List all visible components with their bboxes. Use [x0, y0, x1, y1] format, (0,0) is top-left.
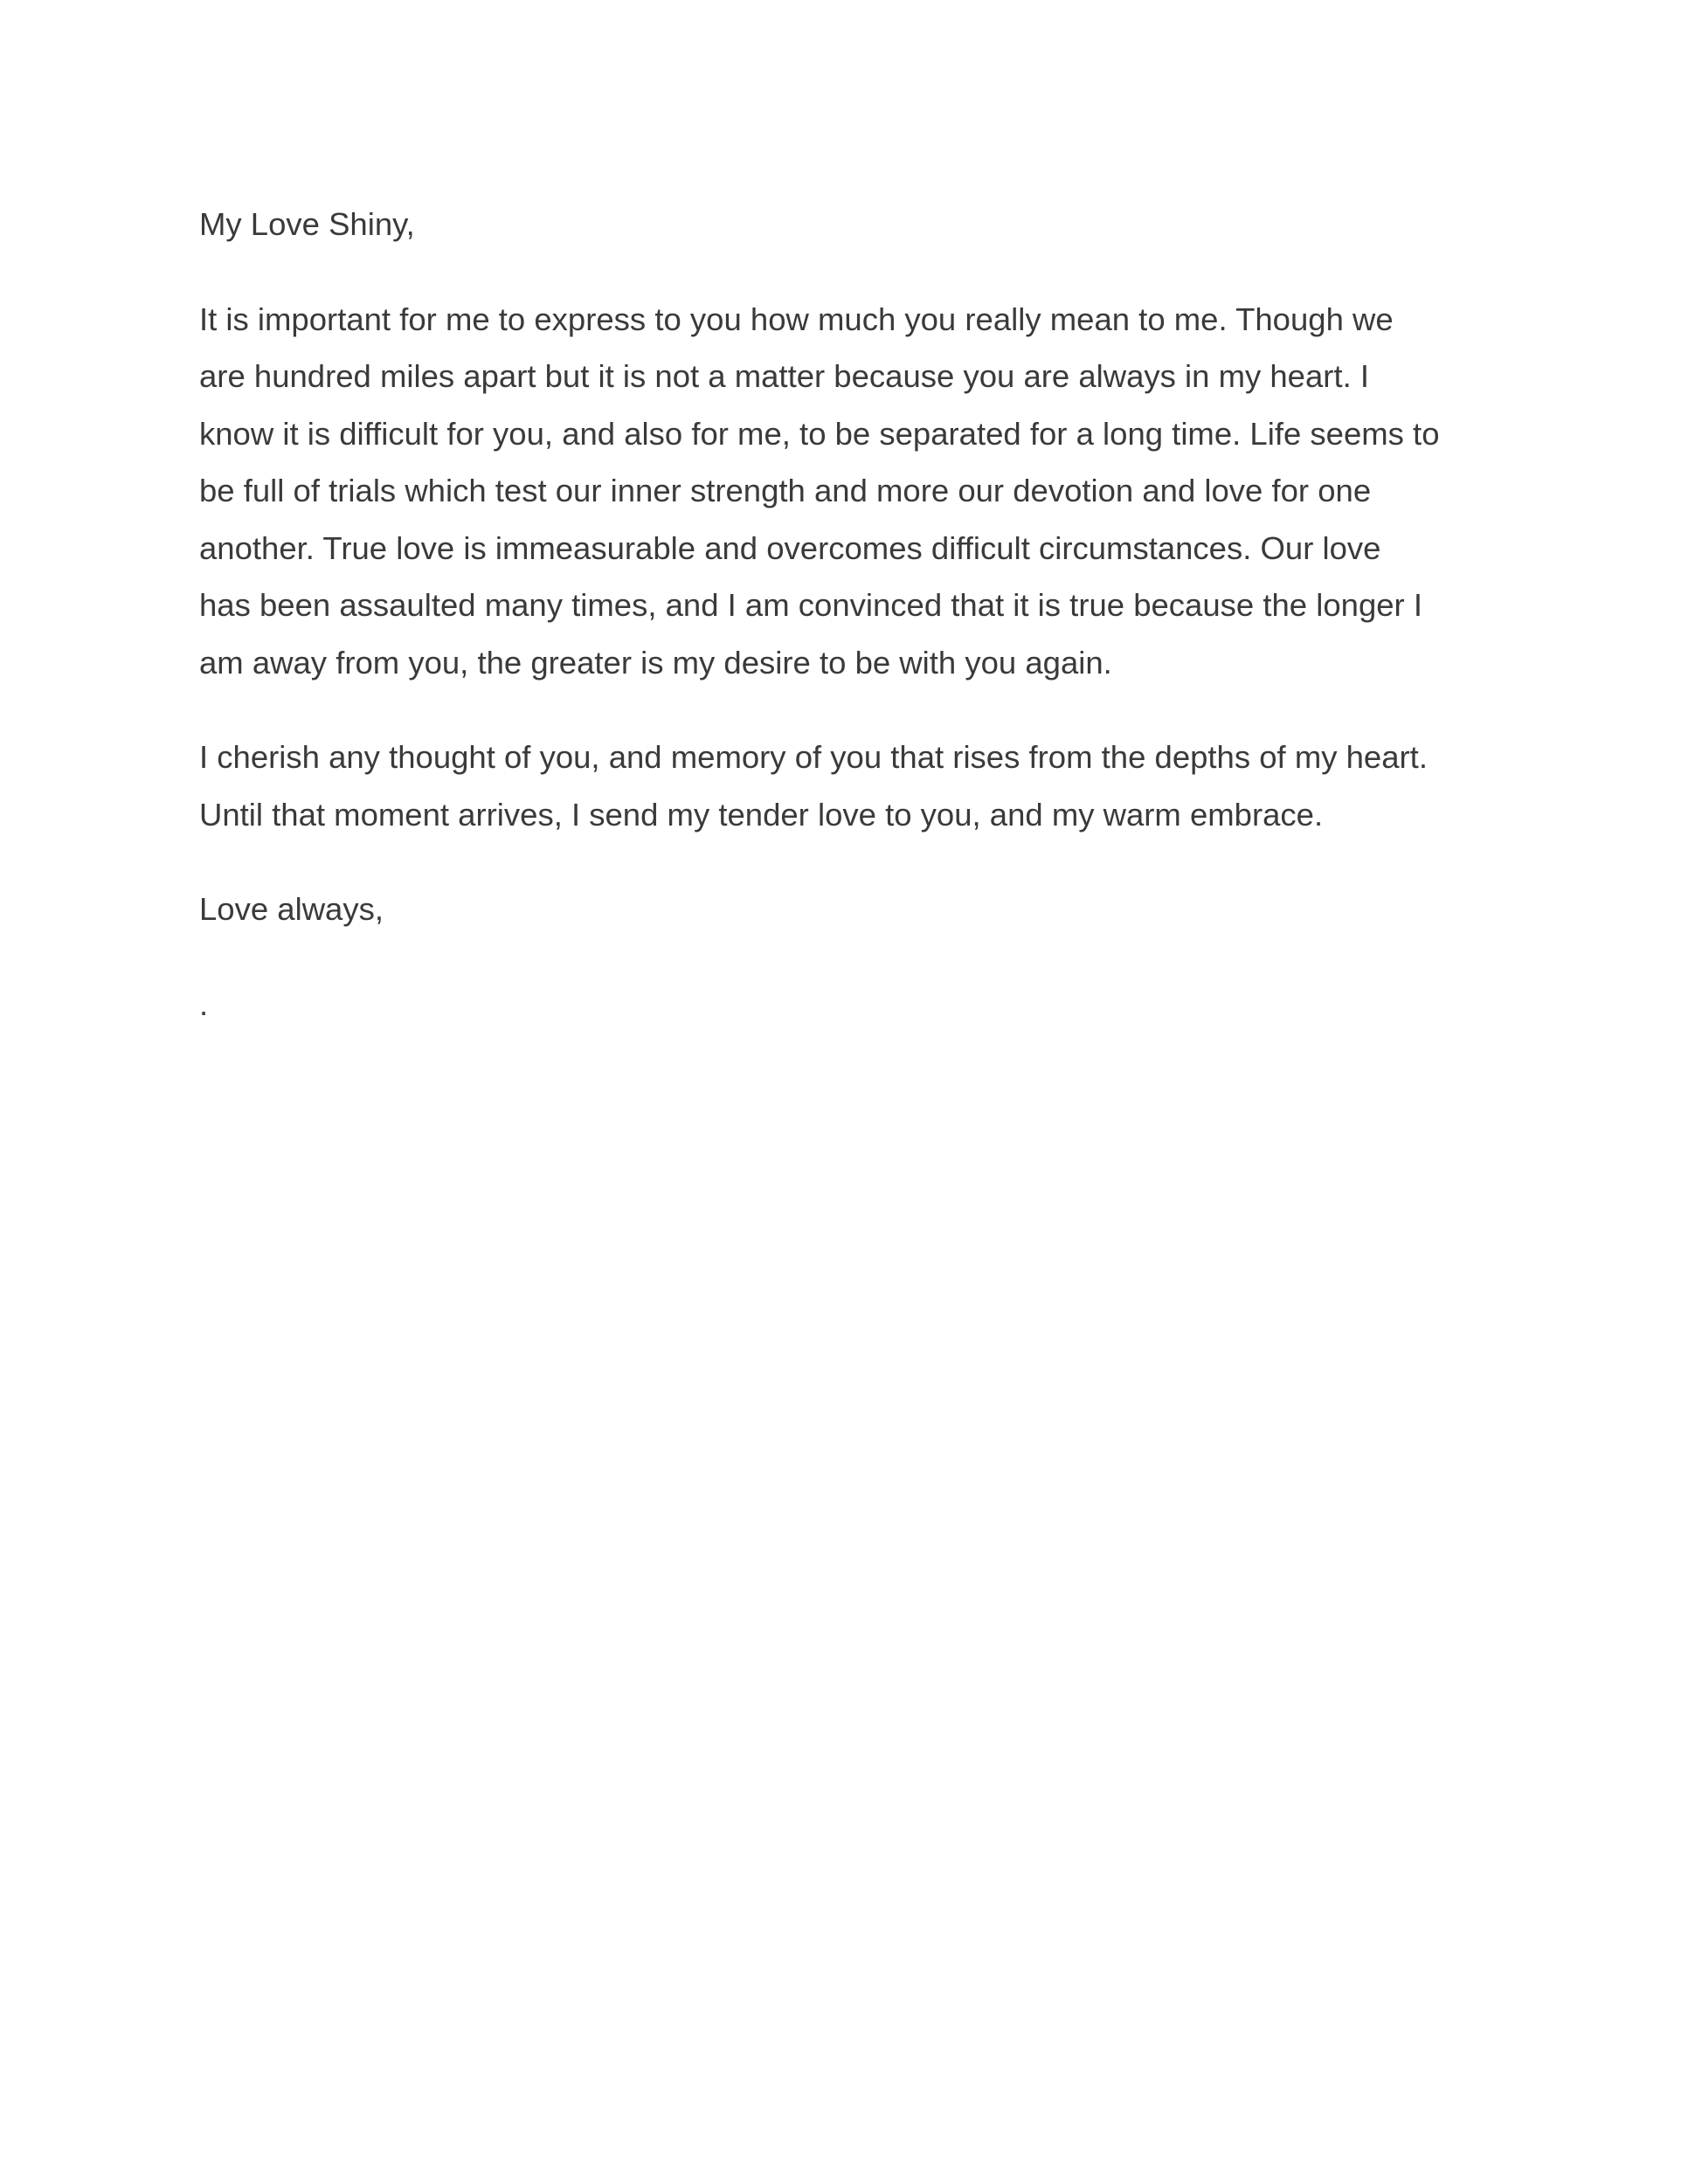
paragraph-line: I cherish any thought of you, and memory of you that rises from the depths of my heart.	[199, 739, 1428, 775]
letter-body	[199, 196, 1510, 1033]
paragraph-line: Until that moment arrives, I send my tender love to you, and my warm embrace.	[199, 796, 1324, 833]
letter-greeting: My Love Shiny,	[199, 206, 415, 242]
paragraph-line: be full of trials which test our inner strength and more our devotion and love for one	[199, 473, 1372, 508]
paragraph-2	[199, 729, 1510, 843]
letter-signature: .	[199, 985, 209, 1022]
paragraph-line: are hundred miles apart but it is not a matter because you are always in my heart. I	[199, 358, 1370, 394]
paragraph-line: another. True love is immeasurable and overcomes difficult circumstances. Our love	[199, 529, 1381, 566]
paragraph-line: know it is difficult for you, and also for me, to be separated for a long time. Life seems to	[199, 415, 1440, 452]
paragraph-1	[199, 291, 1510, 692]
paragraph-line: has been assaulted many times, and I am convinced that it is true because the longer I	[199, 587, 1422, 623]
paragraph-line: It is important for me to express to you how much you really mean to me. Though we	[199, 301, 1394, 337]
letter-closing: Love always,	[199, 891, 384, 927]
paragraph-line: am away from you, the greater is my desire to be with you again.	[199, 644, 1112, 681]
